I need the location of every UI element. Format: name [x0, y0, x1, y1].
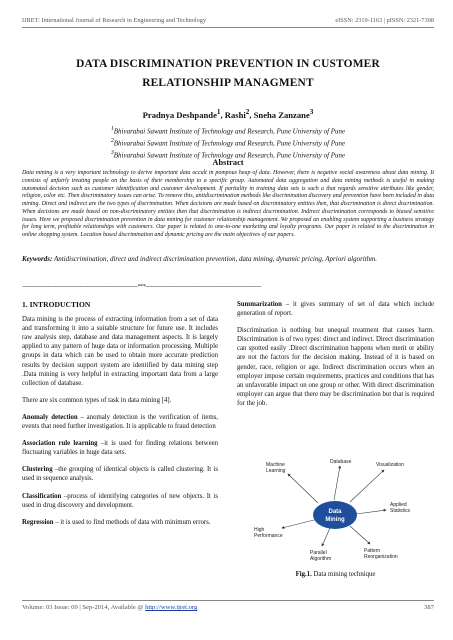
- footer-rule: [22, 600, 434, 601]
- section-separator: --------------------------------------------------------------------***--------------------------------------------------------------------: [22, 284, 262, 290]
- label-machine-learning: Machine: [266, 462, 285, 468]
- data-mining-node: [313, 501, 357, 529]
- authors: Pradnya Deshpande$^1$, Rashi$^2$, Sneha Zanzane$^3$: [142, 108, 314, 120]
- label-high-performance: Performance: [254, 533, 283, 539]
- author-1: Pradnya Deshpande: [142, 109, 217, 120]
- label-pattern-reorganization: Reorganization: [364, 554, 398, 560]
- label-database: Database: [330, 459, 352, 465]
- header-rule: [22, 27, 434, 28]
- footer-volume: Volume: 03 Issue: 09 | Sep-2014, Available @ http://www.ijret.org: [22, 604, 198, 611]
- label-applied-statistics: Statistics: [390, 508, 411, 514]
- author-2: Rashi: [224, 109, 246, 120]
- task-item: Association rule learning –it is used for finding relations between fluctuating variables in huge data sets.: [22, 440, 219, 457]
- affiliations: [22, 125, 434, 161]
- label-high-performance: High: [254, 527, 265, 533]
- arrow-high-performance: [282, 520, 314, 528]
- task-item: Regression – it is used to find methods of data with minimum errors.: [22, 518, 211, 526]
- page-number: 387: [424, 604, 434, 611]
- title-line-2: RELATIONSHIP MANAGMENT: [142, 77, 314, 89]
- label-visualization: Visualization: [376, 462, 404, 468]
- affiliation-1: $^1$Bhivarabai Sawant Institute of Technology and Research, Pune University of Pune: [110, 126, 346, 136]
- keywords: [22, 253, 434, 265]
- arrow-visualization: [350, 470, 384, 502]
- task-item: Clustering –the grouping of identical objects is called clustering. It is used in sequence analysis.: [22, 466, 218, 483]
- abstract-heading: Abstract: [212, 158, 244, 167]
- node-label: Mining: [325, 517, 345, 523]
- journal-link[interactable]: http://www.ijret.org: [145, 604, 198, 611]
- summarization-item: Summarization – it gives summary of set of data which include generation of report.: [237, 301, 434, 318]
- arrow-pattern-reorganization: [350, 526, 370, 544]
- figure-caption: Fig.1. Data mining technique: [295, 571, 376, 578]
- task-intro: There are six common types of task in data mining [4].: [22, 396, 172, 404]
- label-machine-learning: Learning: [266, 468, 286, 474]
- keywords-list: Antidiscrimination, direct and indirect discrimination prevention, data mining, dynamic pricing, Apriori algorithm.: [52, 255, 377, 263]
- paper-title: [22, 55, 434, 93]
- arrow-database: [334, 466, 340, 500]
- abstract-text: Data mining is a very important technology to derive important data occult in pompous heap of data. However, there is negative social awareness about data mining. It consists of unfairly treating people on the basis of their membership to a specific group. Automated data aggregation and data mining methods is useful in making automated decision such as customer identification and customer development. If partiality in training data sets is such a that regards sensitive attributes like gender, religion, color etc. Then discriminatory issues can arise. To remove this, antidiscrimination methods like discrimination discovery and prevention have been included in data mining. Direct and indirect are the two types of discrimination. When decisions are made based on discriminatory entities then, that discrimination is direct discrimination. When decisions are made based on non-discriminatory entities then that discrimination is indirect discrimination. Indirect discrimination corresponds to biased sensitive issues. Here we proposed discrimination prevention in data mining for customer relationship management. We proposed an enabling system supporting a business strategy for long term, profitable relationships with customers. Our paper is related to one-to-one marketing and loyalty programs. Our paper is related to the discrimination in online shopping system. Location based discrimination and dynamic pricing are the main objectives of our papers.: [22, 170, 434, 238]
- label-parallel-algorithm: Algorithm: [310, 556, 332, 562]
- node-label: Data: [328, 509, 342, 515]
- label-applied-statistics: Applied: [390, 502, 407, 508]
- left-column: [22, 300, 218, 535]
- task-item: Anomaly detection – anomaly detection is the verification of items, events that need further investigation. It is applicable to fraud detection: [22, 413, 218, 431]
- journal-name: IJRET: International Journal of Research in Engineering and Technology: [22, 17, 207, 24]
- keywords-label: Keywords:: [22, 255, 53, 263]
- running-footer: [22, 604, 434, 611]
- section-heading: 1. INTRODUCTION: [22, 300, 91, 309]
- right-column: [237, 300, 434, 416]
- arrow-parallel-algorithm: [322, 528, 330, 546]
- author-3: Sneha Zanzane: [253, 109, 310, 120]
- title-line-1: DATA DISCRIMINATION PREVENTION IN CUSTOMER: [76, 58, 380, 70]
- arrow-machine-learning: [288, 474, 318, 503]
- affiliation-3: $^3$Bhivarabai Sawant Institute of Technology and Research, Pune University of Pune: [110, 149, 346, 160]
- task-item: Classification –process of identifying categories of new objects. It is used in drug discovery and development.: [22, 492, 218, 509]
- discrimination-paragraph: Discrimination is nothing but unequal treatment that causes harm. Discrimination is of two types: direct and indirect. Direct discrimination can spotted easily .Direct discrimination happens when merit or ability are not the factors for the decision making. Instead of it is based on gender, race, religion or age. Indirect discrimination occurs when an employer impose certain requirements, practices and conditions that has an unfavorable impact on one group or other. With direct discrimination employer can argue that there may be discrimination but that is required for the job.: [237, 327, 434, 407]
- label-parallel-algorithm: Parallel: [310, 550, 327, 556]
- issn: eISSN: 2319-1163 | pISSN: 2321-7308: [335, 17, 434, 24]
- intro-paragraph: Data mining is the process of extracting information from a set of data and transforming it into a suitable structure for future use. It includes raw analysis step, database and data management aspects. It is largely applied to any pattern of huge data or information processing. Multiple groups in data which can be used to obtain more accurate prediction results by decision support system are identified by data mining step .Data mining is very helpful in extracting important data from a large collection of database.: [22, 316, 218, 387]
- running-header: [22, 17, 434, 24]
- data-mining-diagram: [252, 458, 420, 566]
- affiliation-2: $^2$Bhivarabai Sawant Institute of Technology and Research, Pune University of Pune: [110, 137, 346, 148]
- arrow-applied-statistics: [356, 510, 386, 514]
- label-pattern-reorganization: Pattern: [364, 548, 381, 554]
